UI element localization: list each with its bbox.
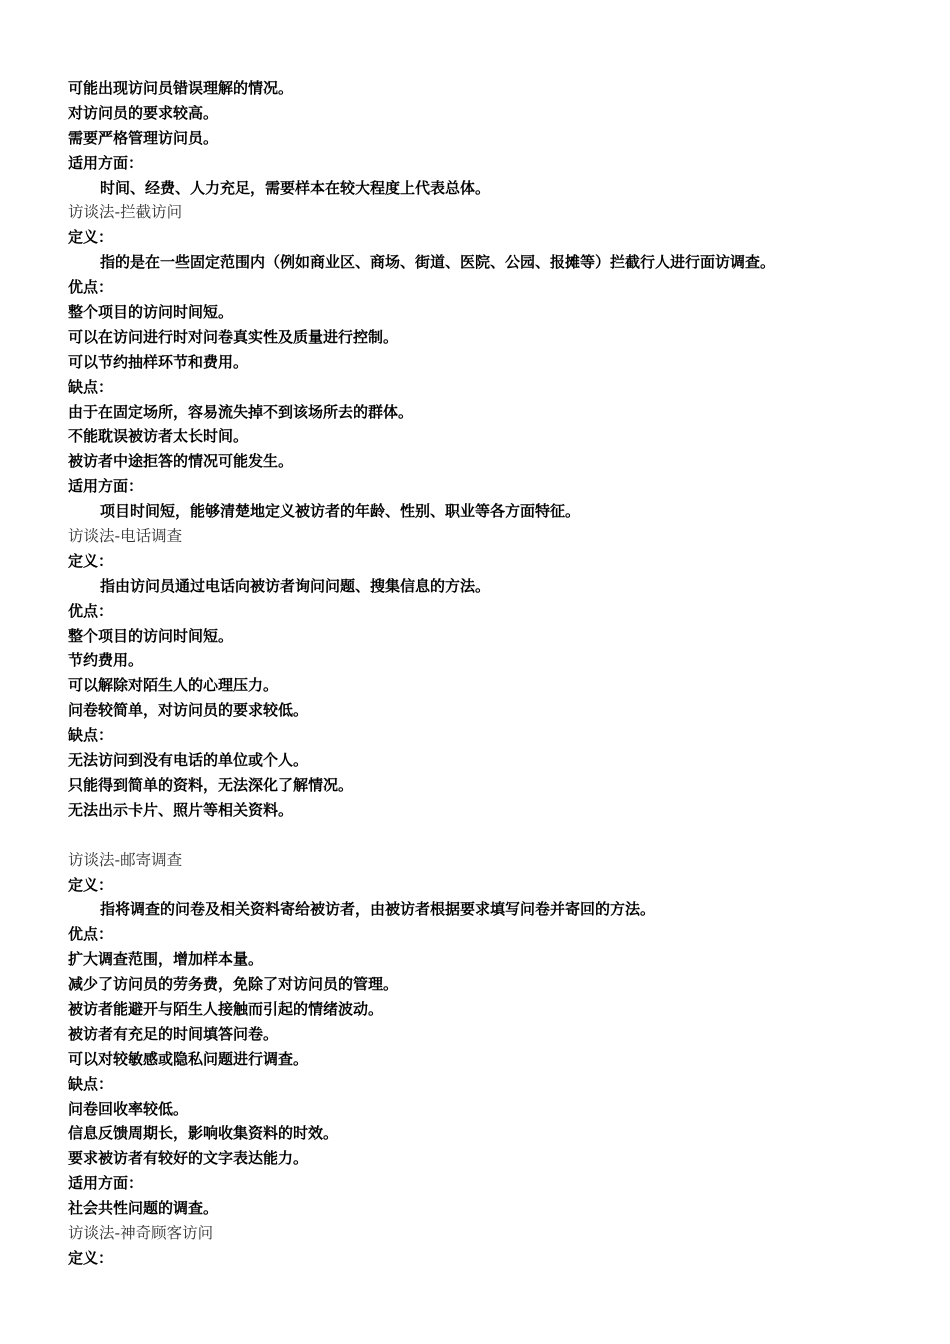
body-line: 优点： (68, 278, 114, 297)
body-line: 信息反馈周期长，影响收集资料的时效。 (68, 1124, 339, 1143)
body-line: 社会共性问题的调查。 (68, 1199, 219, 1218)
body-line: 由于在固定场所，容易流失掉不到该场所去的群体。 (68, 402, 414, 421)
body-line: 无法访问到没有电话的单位或个人。 (68, 751, 309, 770)
body-line: 要求被访者有较好的文字表达能力。 (68, 1149, 309, 1168)
body-line: 适用方面： (68, 1174, 144, 1193)
body-line: 适用方面： (68, 477, 144, 496)
indented-body-line: 指的是在一些固定范围内（例如商业区、商场、街道、医院、公园、报摊等）拦截行人进行面访调查。 (100, 253, 776, 272)
body-line: 整个项目的访问时间短。 (68, 303, 234, 322)
body-line: 定义： (68, 551, 114, 570)
body-line: 定义： (68, 1248, 114, 1267)
body-line: 缺点： (68, 1074, 114, 1093)
body-line: 被访者有充足的时间填答问卷。 (68, 1024, 279, 1043)
body-line: 可能出现访问员错误理解的情况。 (68, 79, 294, 97)
body-line: 定义： (68, 875, 114, 894)
section-heading: 访谈法-邮寄调查 (68, 850, 183, 869)
body-line: 整个项目的访问时间短。 (68, 626, 234, 645)
body-line: 定义： (68, 228, 114, 247)
body-line: 无法出示卡片、照片等相关资料。 (68, 800, 294, 819)
body-line: 问卷回收率较低。 (68, 1099, 189, 1118)
blank-line (68, 823, 928, 848)
body-line: 节约费用。 (68, 651, 144, 670)
indented-body-line: 指将调查的问卷及相关资料寄给被访者，由被访者根据要求填写问卷并寄回的方法。 (100, 900, 656, 919)
indented-body-line: 指由访问员通过电话向被访者询问问题、搜集信息的方法。 (100, 576, 491, 595)
indented-body-line: 项目时间短，能够清楚地定义被访者的年龄、性别、职业等各方面特征。 (100, 502, 581, 521)
body-line: 缺点： (68, 726, 114, 745)
section-heading: 访谈法-神奇顾客访问 (68, 1223, 214, 1242)
body-line: 扩大调查范围，增加样本量。 (68, 950, 264, 969)
document-page (68, 76, 928, 1271)
body-line: 被访者中途拒答的情况可能发生。 (68, 452, 294, 471)
body-line: 优点： (68, 925, 114, 944)
body-line: 可以节约抽样环节和费用。 (68, 352, 249, 371)
section-heading: 访谈法-电话调查 (68, 527, 183, 546)
body-line: 需要严格管理访问员。 (68, 128, 219, 147)
body-line: 减少了访问员的劳务费，免除了对访问员的管理。 (68, 975, 399, 994)
body-line: 不能耽误被访者太长时间。 (68, 427, 249, 446)
body-line: 缺点： (68, 377, 114, 396)
body-line: 问卷较简单，对访问员的要求较低。 (68, 701, 309, 720)
body-line: 可以对较敏感或隐私问题进行调查。 (68, 1049, 309, 1068)
body-line: 被访者能避开与陌生人接触而引起的情绪波动。 (68, 999, 384, 1018)
indented-body-line: 时间、经费、人力充足，需要样本在较大程度上代表总体。 (100, 178, 491, 197)
body-line: 只能得到简单的资料，无法深化了解情况。 (68, 775, 354, 794)
body-line: 可以在访问进行时对问卷真实性及质量进行控制。 (68, 327, 399, 346)
body-line: 优点： (68, 601, 114, 620)
section-heading: 访谈法-拦截访问 (68, 203, 183, 222)
body-line: 对访问员的要求较高。 (68, 103, 219, 122)
body-line: 可以解除对陌生人的心理压力。 (68, 676, 279, 695)
body-line: 适用方面： (68, 153, 144, 172)
